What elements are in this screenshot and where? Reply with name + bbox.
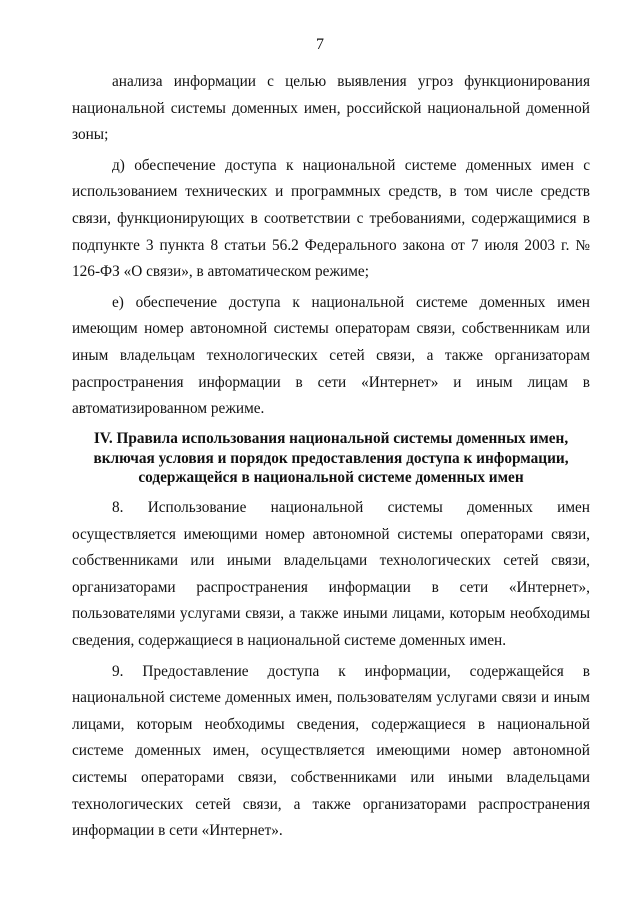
paragraph-item-d: д) обеспечение доступа к национальной системе доменных имен с использованием технических и программных средств, в том числе средств связи, функционирующих в соответствии с требованиями, содержащимися в подпункте 3 пункта 8 статьи 56.2 Федерального закона от 7 июля 2003 г. № 126-ФЗ «О связи», в автоматическом режиме; (72, 156, 590, 281)
section-heading-iv: IV. Правила использования национальной системы доменных имен, включая условия и порядок предоставления доступа к информации, содержащейся в национальной системе доменных имен (93, 430, 569, 486)
paragraph-8: 8. Использование национальной системы доменных имен осуществляется имеющими номер автономной системы операторами связи, собственниками или иными владельцами технологических сетей связи, организаторами распространения информации в сети «Интернет», пользователями услугами связи, а также иными лицами, которым необходимы сведения, содержащиеся в национальной системе доменных имен. (72, 499, 590, 649)
page-number: 7 (316, 36, 324, 53)
section-iv-body (72, 495, 590, 845)
paragraph-analysis-continuation: анализа информации с целью выявления угроз функционирования национальной системы доменных имен, российской национальной доменной зоны; (72, 73, 590, 144)
paragraph-9: 9. Предоставление доступа к информации, содержащейся в национальной системе доменных имен, пользователям услугами связи и иным лицами, которым необходимы сведения, содержащиеся в национальной системе доменных имен, осуществляется имеющими номер автономной системы операторами связи, собственниками или иными владельцами технологических сетей связи, а также организаторами распространения информации в сети «Интернет». (72, 662, 590, 840)
section-continuation (72, 69, 590, 423)
paragraph-item-e: е) обеспечение доступа к национальной системе доменных имен имеющим номер автономной системы операторам связи, собственникам или иным владельцам технологических сетей связи, а также организаторам распространения информации в сети «Интернет» и иным лицам в автоматизированном режиме. (72, 293, 590, 418)
